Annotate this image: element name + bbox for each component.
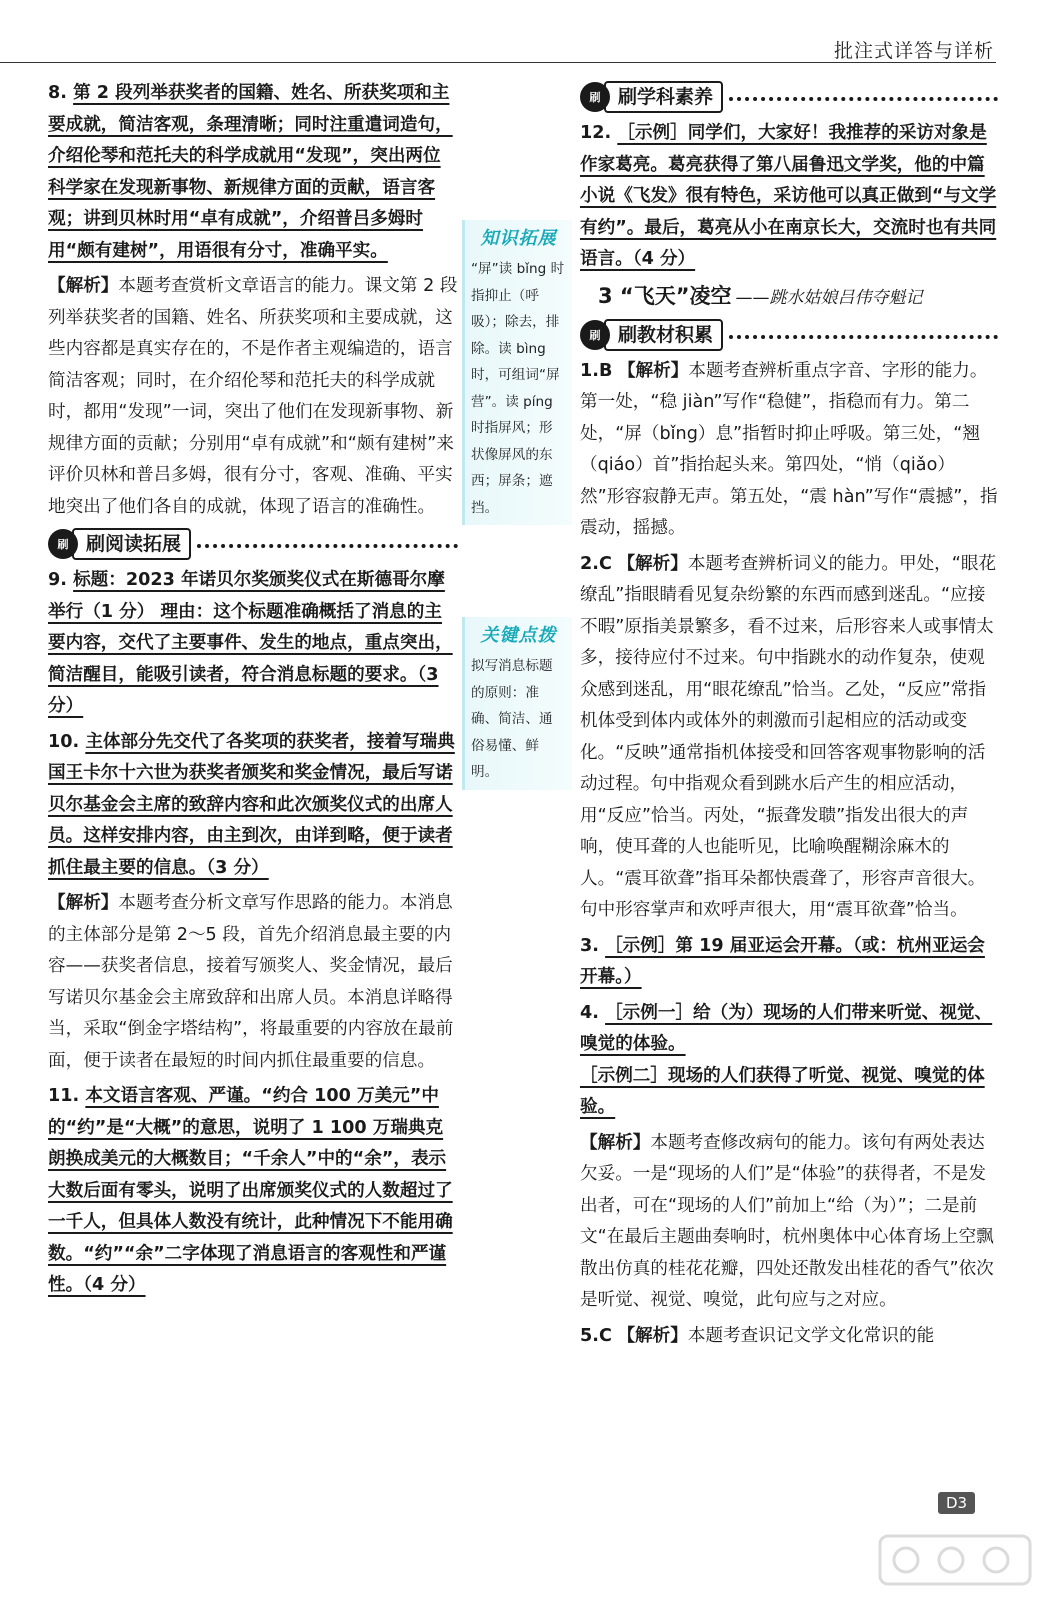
section-title: 刷阅读拓展 xyxy=(72,528,191,560)
answer-text-example-1: ［示例一］给（为）现场的人们带来听觉、视觉、嗅觉的体验。 xyxy=(580,1002,993,1054)
watermark-logo xyxy=(876,1530,1036,1590)
question-number: 8. xyxy=(48,83,67,103)
answer-text: 标题：2023 年诺贝尔奖颁奖仪式在斯德哥尔摩举行（1 分） 理由：这个标题准确概括了消息的主要内容，交代了主要事件、发生的地点，重点突出，简洁醒目，能吸引读者，符合消息标题的要求。（3 分） xyxy=(48,570,453,716)
knowledge-title: 知识拓展 xyxy=(480,228,557,249)
page-number: D3 xyxy=(938,1492,975,1514)
answer-text: ［示例］第 19 届亚运会开幕。（或：杭州亚运会开幕。） xyxy=(580,935,985,987)
lesson-subtitle: ——跳水姑娘吕伟夺魁记 xyxy=(735,287,923,308)
page-header xyxy=(0,0,1056,64)
dotted-divider xyxy=(729,335,998,339)
section-header-reading xyxy=(48,527,458,561)
answer-1 xyxy=(580,356,998,545)
question-number: 1. xyxy=(580,360,599,381)
question-number: 4. xyxy=(580,1002,599,1023)
question-9 xyxy=(48,565,458,723)
answer-letter: C xyxy=(598,1325,612,1346)
section-title: 刷学科素养 xyxy=(604,81,723,113)
margin-notes xyxy=(462,220,572,790)
question-8 xyxy=(48,78,458,267)
explanation-text: 本题考查分析文章写作思路的能力。本消息的主体部分是第 2～5 段，首先介绍消息最主要的内容——获奖者信息，接着写颁奖人、奖金情况，最后写诺贝尔基金会主席致辞和出席人员。本消息详略得当，采取“倒金字塔结构”，将最重要的内容放在最前面，便于读者在最短的时间内抓住最重要的信息。 xyxy=(48,893,454,1071)
explanation-tag: 【解析】 xyxy=(580,1132,651,1153)
answer-text: 第 2 段列举获奖者的国籍、姓名、所获奖项和主要成就，简洁客观，条理清晰；同时注重遣词造句，介绍伦琴和范托夫的科学成就用“发现”，突出两位科学家在发现新事物、新规律方面的贡献，语言客观；讲到贝林时用“卓有成就”，介绍普吕多姆时用“颇有建树”，用语很有分寸，准确平实。 xyxy=(48,83,453,261)
explanation-text: 本题考查赏析文章语言的能力。课文第 2 段列举获奖者的国籍、姓名、所获奖项和主要成就，这些内容都是真实存在的，不是作者主观编造的，语言简洁客观；同时，在介绍伦琴和范托夫的科学成就时，都用“发现”一词，突出了他们在发现新事物、新规律方面的贡献；分别用“卓有成就”和“颇有建树”来评价贝林和普吕多姆，很有分寸，客观、准确、平实地突出了他们各自的成就，体现了语言的准确性。 xyxy=(48,276,458,517)
explanation-tag: 【解析】 xyxy=(617,360,689,381)
section-header-literacy xyxy=(580,80,998,114)
explanation-tag: 【解析】 xyxy=(48,276,119,296)
question-number: 2. xyxy=(580,553,599,574)
lesson-title-main: 3 “飞天”凌空 xyxy=(598,283,732,308)
key-point-panel xyxy=(462,617,572,790)
explanation-text: 本题考查修改病句的能力。该句有两处表达欠妥。一是“现场的人们”是“体验”的获得者，不是发出者，可在“现场的人们”前加上“给（为）”；二是前文“在最后主题曲奏响时，杭州奥体中心体育场上空飘散出仿真的桂花花瓣，四处还散发出桂花的香气”依次是听觉、视觉、嗅觉，此句应与之对应。 xyxy=(580,1132,994,1310)
section-title: 刷教材积累 xyxy=(604,319,723,351)
explanation-text: 本题考查识记文学文化常识的能 xyxy=(687,1325,935,1346)
explanation-text: 本题考查辨析词义的能力。甲处，“眼花缭乱”指眼睛看见复杂纷繁的东西而感到迷乱。“应接不暇”原指美景繁多，看不过来，后形容来人或事情太多，接待应付不过来。句中指跳水的动作复杂，使观众感到迷乱，用“眼花缭乱”恰当。乙处，“反应”常指机体受到体内或体外的刺激而引起相应的活动或变化。“反映”通常指机体接受和回答客观事物影响的活动过程。句中指观众看到跳水后产生的相应活动，用“反应”恰当。丙处，“振聋发聩”指发出很大的声响，使耳聋的人也能听见，比喻唤醒糊涂麻木的人。“震耳欲聋”指耳朵都快震聋了，形容声音很大。句中形容掌声和欢呼声很大，用“震耳欲聋”恰当。 xyxy=(580,553,997,920)
header-title: 批注式详答与详析 xyxy=(833,40,994,62)
explanation-text: 本题考查辨析重点字音、字形的能力。第一处，“稳 jiàn”写作“稳健”，指稳而有力。第二处，“屏（bǐng）息”指暂时抑止呼吸。第三处，“翘（qiáo）首”指抬起头来。第四处，“悄（qiǎo）然”形容寂静无声。第五处，“震 hàn”写作“震撼”，指震动，摇撼。 xyxy=(580,360,998,538)
left-column xyxy=(48,78,458,1306)
answer-text: ［示例］同学们，大家好！我推荐的采访对象是作家葛亮。葛亮获得了第八届鲁迅文学奖，他的中篇小说《飞发》很有特色，采访他可以真正做到“与文学有约”。最后，葛亮从小在南京长大，交流时也有共同语言。（4 分） xyxy=(580,123,997,269)
section-header-textbook xyxy=(580,318,998,352)
answer-letter: B xyxy=(598,360,613,381)
explanation-tag: 【解析】 xyxy=(48,893,119,913)
brush-icon: 刷 xyxy=(580,320,610,350)
question-number: 5. xyxy=(580,1325,599,1346)
answer-letter: C xyxy=(598,553,612,574)
dotted-divider xyxy=(197,544,458,548)
explanation-tag: 【解析】 xyxy=(617,553,688,574)
key-point-title: 关键点拨 xyxy=(480,625,557,646)
explanation-tag: 【解析】 xyxy=(617,1325,688,1346)
answer-4 xyxy=(580,998,998,1124)
knowledge-text: “屏”读 bǐng 时指抑止（呼吸）；除去，排除。读 bìng 时，可组词“屏营”。读 píng 时指屏风；形状像屏风的东西；屏条；遮挡。 xyxy=(471,261,565,516)
question-number: 12. xyxy=(580,123,612,143)
knowledge-panel xyxy=(462,220,572,525)
right-column xyxy=(580,78,998,1356)
question-number: 11. xyxy=(48,1086,80,1106)
answer-3 xyxy=(580,931,998,994)
dotted-divider xyxy=(729,97,998,101)
question-12 xyxy=(580,118,998,276)
explanation-4 xyxy=(580,1128,998,1317)
key-point-text: 拟写消息标题的原则：准确、简洁、通俗易懂、鲜明。 xyxy=(471,658,553,780)
question-10 xyxy=(48,727,458,885)
explanation-8 xyxy=(48,271,458,523)
answer-5 xyxy=(580,1321,998,1353)
lesson-title xyxy=(598,280,998,310)
header-rule xyxy=(0,62,996,63)
question-number: 3. xyxy=(580,935,599,956)
explanation-10 xyxy=(48,888,458,1077)
question-number: 10. xyxy=(48,731,80,752)
brush-icon: 刷 xyxy=(48,529,78,559)
answer-text-example-2: ［示例二］现场的人们获得了听觉、视觉、嗅觉的体验。 xyxy=(580,1065,985,1117)
answer-text: 主体部分先交代了各奖项的获奖者，接着写瑞典国王卡尔十六世为获奖者颁奖和奖金情况，最后写诺贝尔基金会主席的致辞内容和此次颁奖仪式的出席人员。这样安排内容，由主到次，由详到略，便于读者抓住最主要的信息。（3 分） xyxy=(48,731,455,878)
question-number: 9. xyxy=(48,570,67,590)
answer-text: 本文语言客观、严谨。“约合 100 万美元”中的“约”是“大概”的意思，说明了 1 100 万瑞典克朗换成美元的大概数目；“千余人”中的“余”，表示大数后面有零头，说明了出席颁奖仪式的人数超过了一千人，但具体人数没有统计，此种情况下不能用确数。“约”“余”二字体现了消息语言的客观性和严谨性。（4 分） xyxy=(48,1086,453,1295)
brush-icon: 刷 xyxy=(580,82,610,112)
question-11 xyxy=(48,1081,458,1302)
answer-2 xyxy=(580,549,998,927)
